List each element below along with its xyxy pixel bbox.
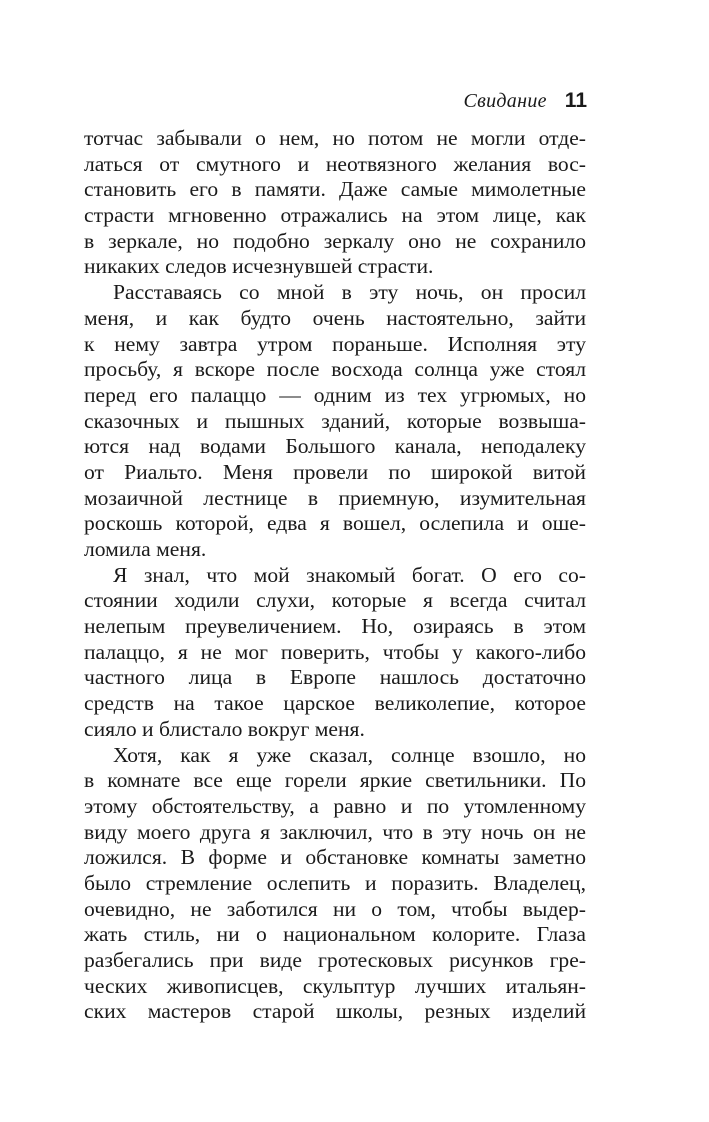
text-line: никаких следов исчезнувшей страсти. (84, 254, 434, 279)
text-line: ских мастеров старой школы, резных изделий (84, 999, 586, 1024)
text-line: средств на такое царское великолепие, которое (84, 691, 586, 716)
text-line: в комнате все еще горели яркие светильники. По (84, 768, 586, 793)
text-line: частного лица в Европе нашлось достаточно (84, 665, 586, 690)
text-line: перед его палаццо — одним из тех угрюмых, но (84, 382, 586, 407)
text-line: Я знал, что мой знакомый богат. О его со- (113, 562, 586, 587)
text-line: меня, и как будто очень настоятельно, зайти (84, 305, 586, 330)
text-line: жать стиль, ни о национальном колорите. Глаза (84, 922, 586, 947)
text-line: в зеркале, но подобно зеркалу оно не сохранило (84, 228, 586, 253)
text-line: очевидно, не заботился ни о том, чтобы выдер- (84, 896, 586, 921)
text-line: страсти мгновенно отражались на этом лице, как (84, 203, 586, 228)
text-line: было стремление ослепить и поразить. Владелец, (84, 870, 586, 895)
text-line: ложился. В форме и обстановке комнаты заметно (84, 845, 586, 870)
text-line: ческих живописцев, скульптур лучших итальян- (84, 973, 586, 998)
text-line: виду моего друга я заключил, что в эту ночь он не (84, 819, 586, 844)
text-line: просьбу, я вскоре после восхода солнца уже стоял (84, 357, 586, 382)
text-line: от Риальто. Меня провели по широкой витой (84, 459, 586, 484)
text-line: ются над водами Большого канала, неподалеку (84, 434, 586, 459)
text-line: роскошь которой, едва я вошел, ослепила и оше- (84, 511, 586, 536)
text-line: ломила меня. (84, 537, 207, 561)
text-line: палаццо, я не мог поверить, чтобы у какого-либо (84, 639, 586, 664)
text-line: Расставаясь со мной в эту ночь, он просил (113, 280, 586, 305)
text-line: сказочных и пышных зданий, которые возвыша- (84, 408, 586, 433)
running-title: Свидание (463, 90, 547, 112)
text-line: становить его в памяти. Даже самые мимолетные (84, 177, 586, 202)
text-line: этому обстоятельству, а равно и по утомленному (84, 793, 586, 818)
running-header (463, 88, 587, 114)
body-text (84, 126, 586, 1025)
text-line: разбегались при виде гротесковых рисунков гре- (84, 948, 586, 972)
page-number: 11 (564, 89, 587, 112)
text-line: сияло и блистало вокруг меня. (84, 716, 365, 741)
text-line: к нему завтра утром пораньше. Исполняя эту (84, 331, 586, 356)
text-line: нелепым преувеличением. Но, озираясь в этом (84, 614, 586, 639)
text-line: Хотя, как я уже сказал, солнце взошло, но (113, 742, 586, 767)
text-line: тотчас забывали о нем, но потом не могли отде- (84, 126, 586, 150)
text-line: мозаичной лестнице в приемную, изумительная (84, 485, 586, 510)
text-line: латься от смутного и неотвязного желания вос- (84, 151, 586, 176)
text-line: стоянии ходили слухи, которые я всегда считал (84, 588, 586, 613)
